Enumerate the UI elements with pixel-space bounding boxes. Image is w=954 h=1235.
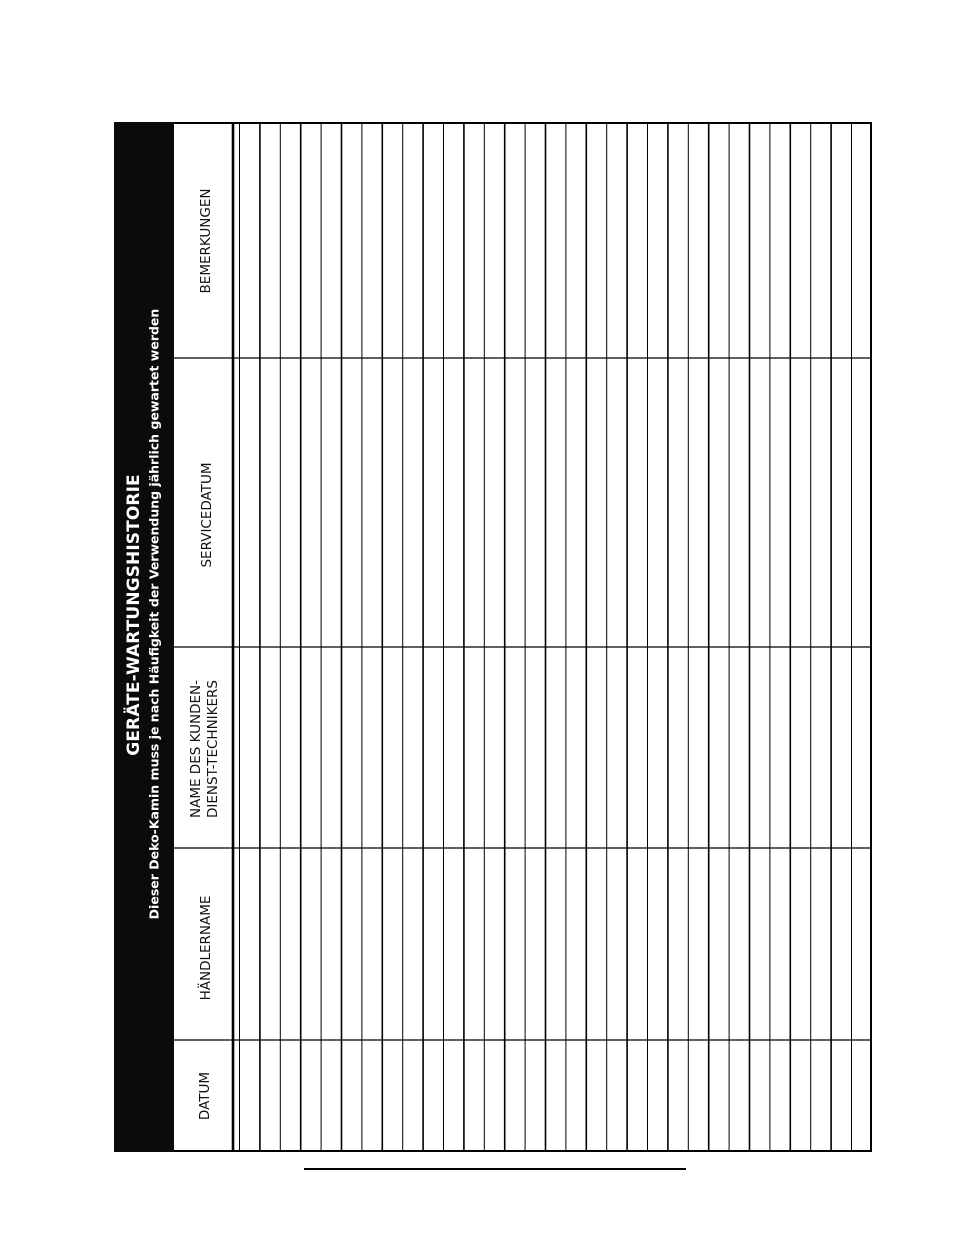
column-header-techniker-line2: DIENST-TECHNIKERS (205, 680, 221, 818)
footer-rule (304, 1168, 686, 1170)
form-subtitle: Dieser Deko-Kamin muss je nach Häufigkeit der Verwendung jährlich gewartet werden (146, 308, 162, 920)
column-header-bemerkungen: BEMERKUNGEN (198, 188, 214, 294)
column-header-haendlername: HÄNDLERNAME (198, 895, 214, 1001)
column-header-datum: DATUM (197, 1071, 213, 1121)
column-header-servicedatum: SERVICEDATUM (199, 462, 215, 568)
form-title: GERÄTE-WARTUNGSHISTORIE (124, 474, 144, 756)
column-header-techniker-line1: NAME DES KUNDEN- (188, 680, 204, 818)
